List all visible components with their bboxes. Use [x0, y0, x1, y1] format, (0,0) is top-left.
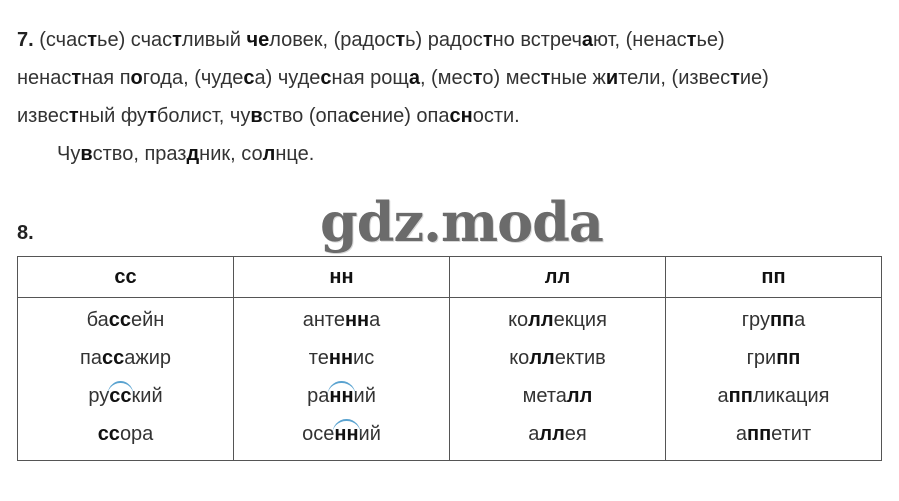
text-segment: ь) радос	[405, 29, 483, 51]
text-segment: а	[794, 309, 806, 331]
text-segment: ликация	[752, 385, 830, 407]
column-ss-words	[18, 298, 234, 461]
highlighted-letters: т	[68, 105, 79, 127]
text-segment: но встреч	[492, 29, 582, 51]
text-segment: года, (чуде	[142, 67, 244, 89]
text-segment: ение) опа	[359, 105, 450, 127]
exercise-7-line-1	[17, 21, 885, 59]
text-segment: осе	[302, 423, 335, 445]
text-segment: гри	[746, 347, 777, 369]
table-word	[18, 416, 233, 454]
highlighted-letters: и	[605, 67, 619, 89]
exercise-7-number: 7.	[17, 29, 34, 51]
highlighted-letters: сн	[449, 105, 473, 127]
text-segment: ру	[88, 385, 110, 407]
highlighted-letters: л	[262, 143, 276, 165]
header-ll: лл	[450, 257, 666, 298]
highlighted-letters: сс	[101, 347, 125, 369]
highlighted-letters: с	[243, 67, 255, 89]
exercise-7-extra-words	[17, 135, 885, 173]
text-segment: Чу	[57, 143, 81, 165]
text-segment: мета	[522, 385, 567, 407]
text-segment: ство (опа	[262, 105, 349, 127]
text-segment: а	[369, 309, 381, 331]
highlighted-letters: т	[172, 29, 182, 51]
text-segment: ство, праз	[92, 143, 187, 165]
text-segment: тели, (извес	[618, 67, 731, 89]
highlighted-letters: лл	[529, 347, 555, 369]
highlighted-letters: т	[540, 67, 551, 89]
highlighted-letters: пп	[728, 385, 753, 407]
text-segment: ье) счас	[97, 29, 173, 51]
table-word	[18, 340, 233, 378]
text-segment: ют, (ненас	[593, 29, 687, 51]
table-word	[666, 340, 881, 378]
text-segment: анте	[302, 309, 345, 331]
text-segment: ис	[353, 347, 375, 369]
text-segment: ный фу	[78, 105, 148, 127]
highlighted-letters: д	[186, 143, 200, 165]
highlighted-letters: о	[130, 67, 143, 89]
highlighted-letters: нн	[334, 416, 358, 452]
text-segment: ея	[564, 423, 587, 445]
text-segment: ник, со	[199, 143, 263, 165]
table-word	[450, 302, 665, 340]
text-segment: етит	[771, 423, 812, 445]
highlighted-letters: т	[730, 67, 740, 89]
text-segment: нце.	[275, 143, 315, 165]
header-pp: пп	[666, 257, 882, 298]
highlighted-letters: т	[472, 67, 483, 89]
text-segment: а	[528, 423, 540, 445]
table-row	[18, 298, 882, 461]
text-segment: ие)	[739, 67, 769, 89]
column-nn-words	[234, 298, 450, 461]
text-segment: ба	[86, 309, 109, 331]
text-segment: ий	[358, 423, 381, 445]
table-word	[234, 416, 449, 454]
text-segment: гру	[741, 309, 770, 331]
highlighted-letters: пп	[769, 309, 795, 331]
highlighted-letters: т	[71, 67, 82, 89]
text-segment: а) чуде	[254, 67, 321, 89]
highlighted-letters: т	[147, 105, 157, 127]
text-segment: екция	[553, 309, 607, 331]
highlighted-letters: а	[408, 67, 420, 89]
table-word	[450, 378, 665, 416]
text-segment: ко	[509, 347, 530, 369]
watermark-logo: gdz.moda	[320, 190, 603, 254]
text-segment: болист, чу	[156, 105, 251, 127]
highlighted-letters: сс	[97, 423, 120, 445]
highlighted-letters: т	[482, 29, 493, 51]
highlighted-letters: в	[250, 105, 263, 127]
table-word	[234, 302, 449, 340]
text-segment: ная рощ	[331, 67, 409, 89]
column-pp-words	[666, 298, 882, 461]
text-segment: извес	[17, 105, 69, 127]
highlighted-letters: в	[80, 143, 93, 165]
table-word	[234, 378, 449, 416]
highlighted-letters: с	[320, 67, 332, 89]
text-segment: , (мес	[419, 67, 473, 89]
highlighted-letters: лл	[566, 385, 593, 407]
text-segment: ко	[508, 309, 529, 331]
highlighted-letters: пп	[747, 423, 772, 445]
exercise-7-line-1-text	[39, 29, 724, 51]
text-segment: па	[80, 347, 102, 369]
table-word	[450, 416, 665, 454]
table-word	[666, 302, 881, 340]
text-segment: ий	[353, 385, 376, 407]
column-ll-words	[450, 298, 666, 461]
exercise-7	[17, 21, 885, 173]
table-word	[18, 302, 233, 340]
highlighted-letters: пп	[776, 347, 801, 369]
table-word	[18, 378, 233, 416]
text-segment: а	[735, 423, 747, 445]
table-word	[450, 340, 665, 378]
exercise-8-number: 8.	[17, 222, 34, 244]
header-ss: сс	[18, 257, 234, 298]
highlighted-letters: нн	[328, 347, 354, 369]
text-segment: о) мес	[482, 67, 541, 89]
highlighted-letters: сс	[109, 378, 131, 414]
exercise-7-line-2	[17, 59, 885, 97]
highlighted-letters: т	[395, 29, 406, 51]
text-segment: (счас	[39, 29, 88, 51]
text-segment: ра	[307, 385, 330, 407]
highlighted-letters: лл	[528, 309, 554, 331]
highlighted-letters: с	[348, 105, 360, 127]
text-segment: ные ж	[550, 67, 606, 89]
text-segment: те	[308, 347, 329, 369]
text-segment: ье)	[696, 29, 725, 51]
text-segment: ная п	[81, 67, 131, 89]
exercise-7-line-3	[17, 97, 885, 135]
highlighted-letters: т	[686, 29, 697, 51]
text-segment: ейн	[131, 309, 165, 331]
highlighted-letters: сс	[108, 309, 132, 331]
text-segment: ектив	[554, 347, 606, 369]
highlighted-letters: че	[246, 29, 270, 51]
text-segment: ости.	[472, 105, 520, 127]
text-segment: ажир	[124, 347, 171, 369]
text-segment: ненас	[17, 67, 72, 89]
text-segment: ора	[119, 423, 154, 445]
text-segment: а	[717, 385, 729, 407]
table-header-row	[18, 257, 882, 298]
table-word	[666, 416, 881, 454]
text-segment: ловек, (радос	[269, 29, 396, 51]
highlighted-letters: лл	[539, 423, 565, 445]
highlighted-letters: нн	[329, 378, 353, 414]
highlighted-letters: а	[581, 29, 594, 51]
table-word	[666, 378, 881, 416]
highlighted-letters: нн	[344, 309, 370, 331]
double-consonants-table	[17, 256, 882, 461]
text-segment: кий	[131, 385, 163, 407]
highlighted-letters: т	[87, 29, 98, 51]
header-nn: нн	[234, 257, 450, 298]
text-segment: ливый	[181, 29, 247, 51]
table-word	[234, 340, 449, 378]
